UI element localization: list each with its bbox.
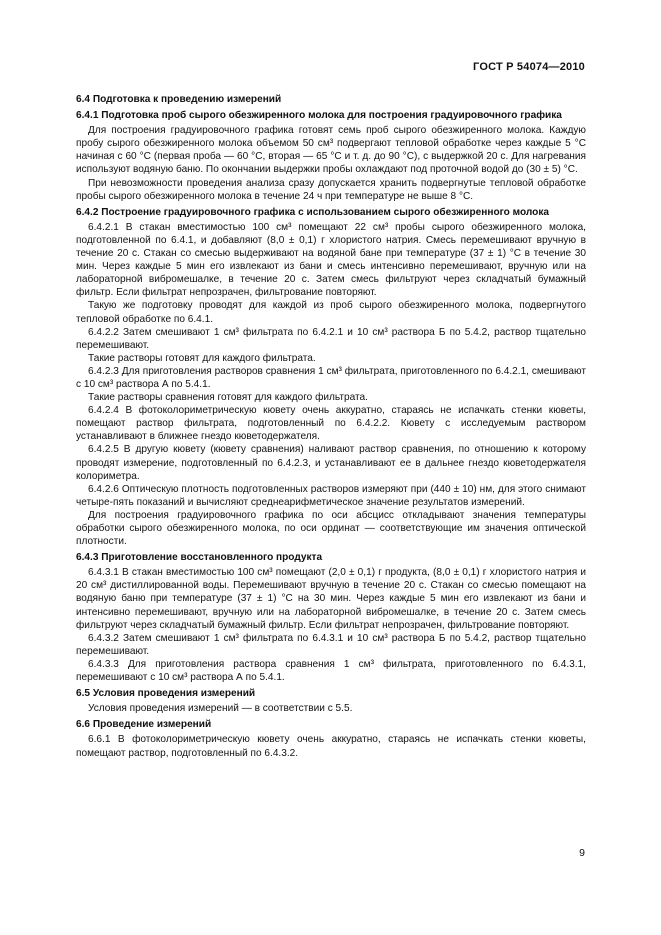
paragraph: Такую же подготовку проводят для каждой из проб сырого обезжиренного молока, подвергнутого тепловой обработке по 6.4.1. [76,300,586,325]
paragraph: Такие растворы сравнения готовят для каждого фильтрата. [88,392,368,404]
section-heading: 6.4.1 Подготовка проб сырого обезжиренного молока для построения градуировочного графика [76,110,562,122]
page-number: 9 [579,847,585,859]
paragraph: 6.4.2.2 Затем смешивают 1 см³ фильтрата по 6.4.2.1 и 10 см³ раствора Б по 5.4.2, раствор тщательно перемешивают. [76,326,586,351]
paragraph: 6.4.3.2 Затем смешивают 1 см³ фильтрата по 6.4.3.1 и 10 см³ раствора Б по 5.4.2, раствор тщательно перемешивают. [76,632,586,657]
paragraph: 6.4.2.4 В фотоколориметрическую кювету очень аккуратно, стараясь не испачкать стенки кюветы, помещают раствор фильтрата, подготовленный по 6.4.2.2. Кювету с исследуемым раствором устанавливают в ближнее гнездо кюветодержателя. [76,405,586,443]
paragraph: Такие растворы готовят для каждого фильтрата. [88,352,316,364]
paragraph: 6.4.2.5 В другую кювету (кювету сравнения) наливают раствор сравнения, по отношению к которому проводят измерение, подготовленный по 6.4.2.3, и устанавливают ее в дальнее гнездо кюветодержателя колориметра. [76,444,586,482]
document-body [76,93,586,760]
paragraph: 6.6.1 В фотоколориметрическую кювету очень аккуратно, стараясь не испачкать стенки кюветы, помещают раствор, подготовленный по 6.4.3.2. [76,734,586,759]
section-heading: 6.5 Условия проведения измерений [76,688,256,700]
paragraph: Условия проведения измерений — в соответствии с 5.5. [88,703,353,715]
paragraph: Для построения градуировочного графика по оси абсцисс откладывают значения температуры обработки сырого обезжиренного молока, по оси ординат — соответствующие им значения оптической плотности. [76,509,586,548]
paragraph: При невозможности проведения анализа сразу допускается хранить подвергнутые тепловой обработке пробы сырого обезжиренного молока в течение 24 ч при температуре не выше 8 °С. [76,177,586,202]
section-heading: 6.4.3 Приготовление восстановленного продукта [76,552,323,564]
paragraph: 6.4.2.3 Для приготовления растворов сравнения 1 см³ фильтрата, приготовленного по 6.4.2.1, смешивают с 10 см³ раствора А по 5.4.1. [76,365,586,390]
paragraph: 6.4.2.1 В стакан вместимостью 100 см³ помещают 22 см³ пробы сырого обезжиренного молока, подготовленной по 6.4.1, и добавляют (8,0 ± 0,1) г хлористого натрия. Смесь перемешивают вручную в течение 20 с. Стакан со смесью выдерживают на водяной бане при температуре (37 ± 1) °С в течение 30 мин. Через каждые 5 мин его извлекают из бани и смесь интенсивно перемешивают, вручную или на лабораторной вибромешалке, в течение 20 с. Затем смесь фильтруют через складчатый бумажный фильтр. Если фильтрат непрозрачен, фильтрование повторяют. [76,221,586,299]
section-heading: 6.6 Проведение измерений [76,719,212,731]
paragraph: 6.4.3.3 Для приготовления раствора сравнения 1 см³ фильтрата, приготовленного по 6.4.3.1, перемешивают с 10 см³ раствора А по 5.4.1. [76,658,586,684]
paragraph: 6.4.2.6 Оптическую плотность подготовленных растворов измеряют при (440 ± 10) нм, для этого снимают четыре-пять показаний и вычисляют среднеарифметическое значение результатов измерений. [76,483,586,508]
paragraph: 6.4.3.1 В стакан вместимостью 100 см³ помещают (2,0 ± 0,1) г продукта, (8,0 ± 0,1) г хлористого натрия и 20 см³ дистиллированной воды. Перемешивают вручную в течение 20 с. Стакан со смесью помещают на водяную баню при температуре (37 ± 1) °С на 30 мин. Через каждые 5 мин его извлекают из бани и интенсивно перемешивают, вручную или на лабораторной вибромешалке, в течение 20 с. Затем смесь фильтруют через складчатый бумажный фильтр. Если фильтрат непрозрачен, фильтрование повторяют. [76,567,586,631]
section-heading: 6.4 Подготовка к проведению измерений [76,94,282,105]
section-heading: 6.4.2 Построение градуировочного графика с использованием сырого обезжиренного молока [76,206,550,218]
paragraph: Для построения градуировочного графика готовят семь проб сырого обезжиренного молока. Каждую пробу сырого обезжиренного молока объемом 50 см³ подвергают тепловой обработке через каждые 5 °С начиная с 60 °С (первая проба — 60 °С, вторая — 65 °С и т. д. до 90 °С), с выдержкой 20 с. Для нагревания используют водяную баню. По окончании выдержки пробы охлаждают под проточной водой до (30 ± 5) °С. [76,125,586,176]
document-code: ГОСТ Р 54074—2010 [473,61,585,73]
